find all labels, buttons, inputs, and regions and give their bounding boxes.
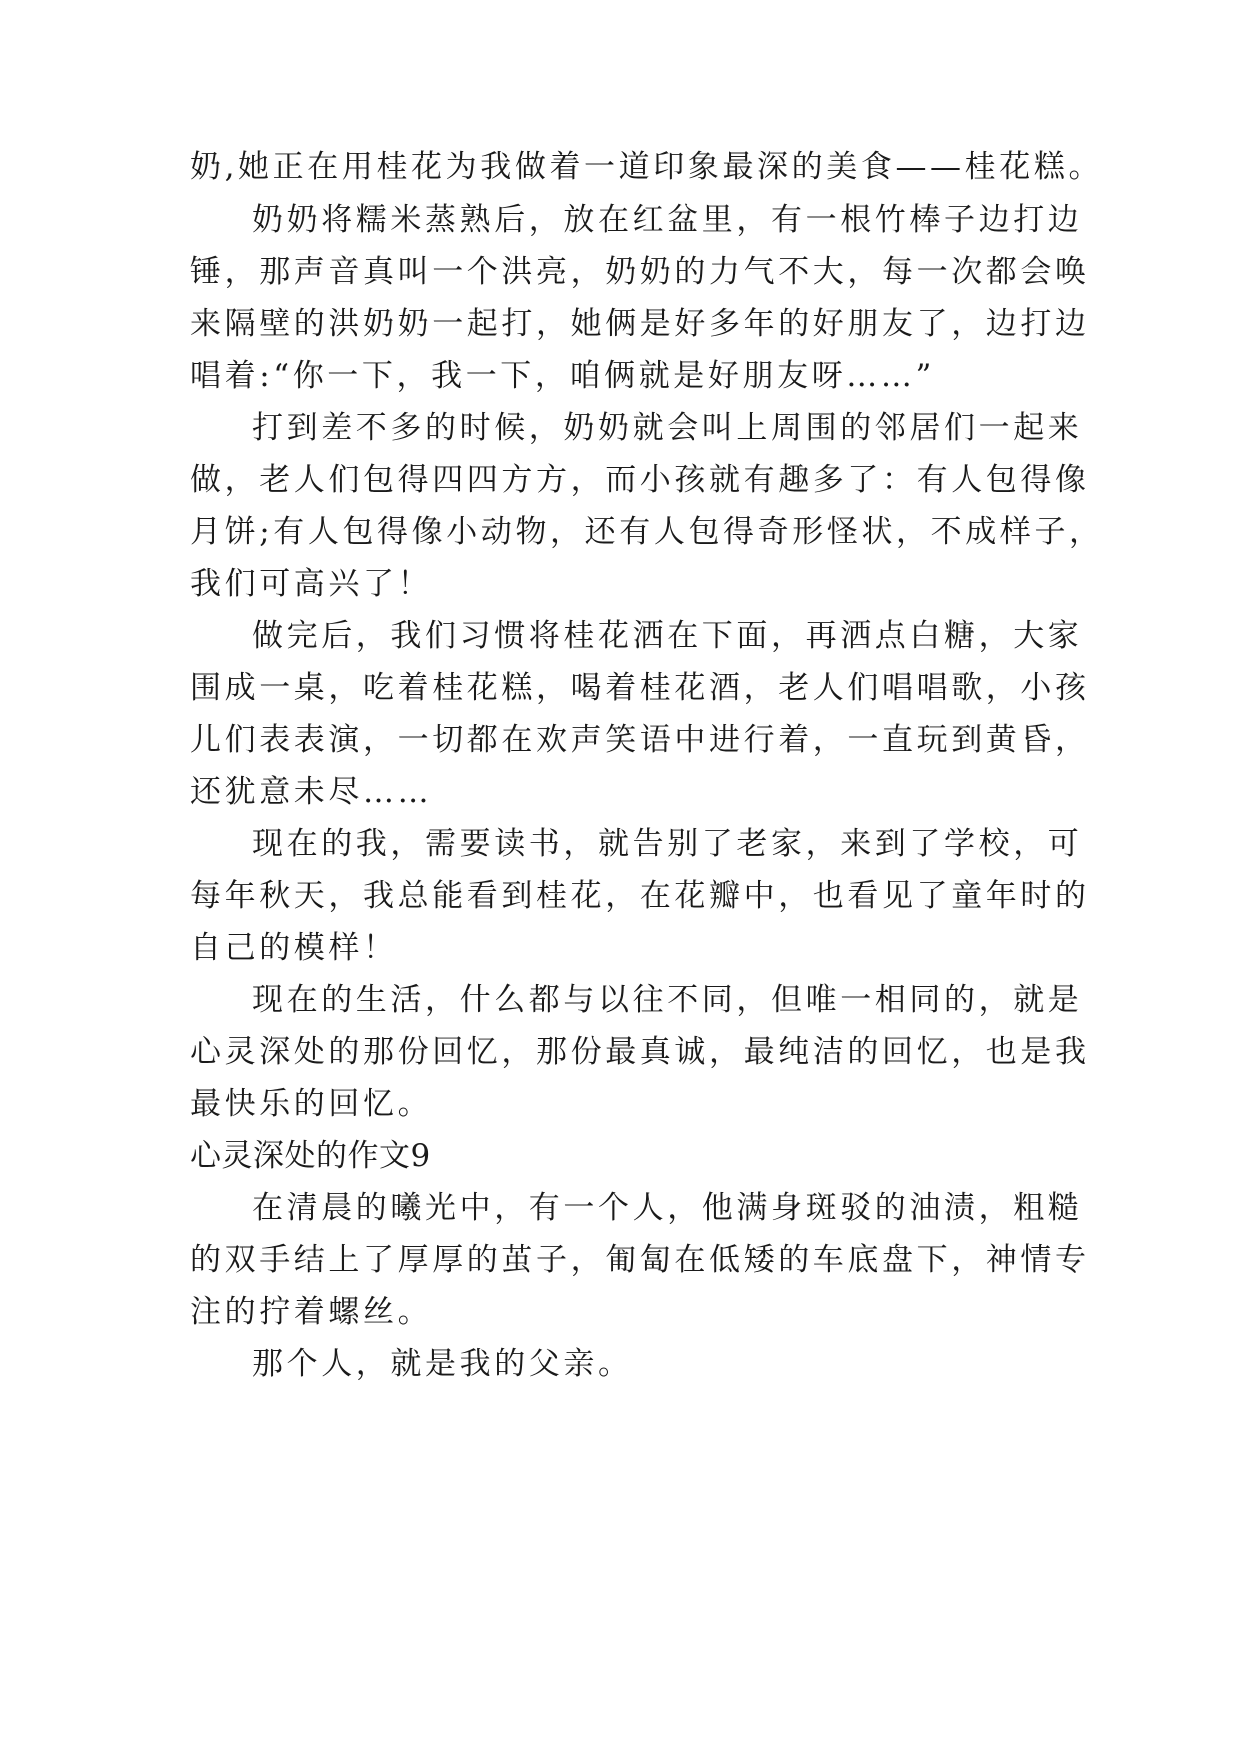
text-line-1: 奶,她正在用桂花为我做着一道印象最深的美食——桂花糕。 <box>190 149 1104 185</box>
text-line-7: 做，老人们包得四四方方，而小孩就有趣多了：有人包得像 <box>190 462 1090 498</box>
text-line-15: 每年秋天，我总能看到桂花，在花瓣中，也看见了童年时的 <box>190 878 1090 914</box>
text-line-4: 来隔壁的洪奶奶一起打，她俩是好多年的好朋友了，边打边 <box>190 306 1090 342</box>
section-heading: 心灵深处的作文9 <box>190 1138 431 1174</box>
text-line-9: 我们可高兴了！ <box>190 566 433 602</box>
text-line-23: 注的拧着螺丝。 <box>190 1294 433 1330</box>
text-line-10: 做完后，我们习惯将桂花洒在下面，再洒点白糖，大家 <box>252 618 1083 654</box>
text-line-11: 围成一桌，吃着桂花糕，喝着桂花酒，老人们唱唱歌，小孩 <box>190 670 1090 706</box>
text-line-3: 锤，那声音真叫一个洪亮，奶奶的力气不大，每一次都会唤 <box>190 254 1090 290</box>
text-line-22: 的双手结上了厚厚的茧子，匍匐在低矮的车底盘下，神情专 <box>190 1242 1090 1278</box>
text-line-5: 唱着:“你一下，我一下，咱俩就是好朋友呀……” <box>190 358 935 394</box>
text-line-16: 自己的模样！ <box>190 930 398 966</box>
text-line-24: 那个人，就是我的父亲。 <box>252 1346 633 1382</box>
text-line-21: 在清晨的曦光中，有一个人，他满身斑驳的油渍，粗糙 <box>252 1190 1083 1226</box>
text-line-14: 现在的我，需要读书，就告别了老家，来到了学校，可 <box>252 826 1083 862</box>
text-line-6: 打到差不多的时候，奶奶就会叫上周围的邻居们一起来 <box>252 410 1083 446</box>
text-line-8: 月饼;有人包得像小动物，还有人包得奇形怪状，不成样子， <box>190 514 1104 550</box>
text-line-13: 还犹意未尽…… <box>190 774 433 810</box>
text-line-17: 现在的生活，什么都与以往不同，但唯一相同的，就是 <box>252 982 1083 1018</box>
text-line-12: 儿们表表演，一切都在欢声笑语中进行着，一直玩到黄昏， <box>190 722 1090 758</box>
text-line-18: 心灵深处的那份回忆，那份最真诚，最纯洁的回忆，也是我 <box>190 1034 1090 1070</box>
text-line-2: 奶奶将糯米蒸熟后，放在红盆里，有一根竹棒子边打边 <box>252 202 1083 238</box>
text-line-19: 最快乐的回忆。 <box>190 1086 433 1122</box>
